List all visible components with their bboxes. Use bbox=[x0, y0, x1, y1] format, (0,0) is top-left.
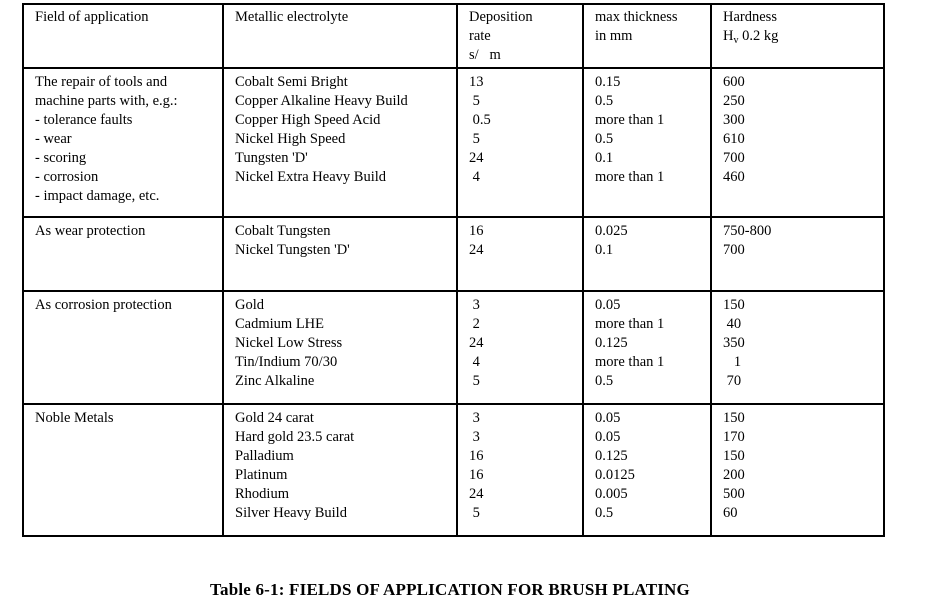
rate-value: 4 bbox=[469, 354, 480, 370]
electrolyte-name: Hard gold 23.5 carat bbox=[235, 429, 355, 445]
header-rate-line: Deposition bbox=[469, 9, 533, 25]
hardness-value: 700 bbox=[723, 242, 745, 258]
electrolyte-name: Nickel Low Stress bbox=[235, 335, 343, 351]
rate-value: 3 bbox=[469, 429, 480, 445]
header-row bbox=[23, 4, 884, 68]
rate-value: 4 bbox=[469, 169, 480, 185]
field-line: - scoring bbox=[35, 150, 87, 166]
field-cell bbox=[23, 291, 223, 404]
field-line: As corrosion protection bbox=[35, 297, 172, 313]
rate-value: 16 bbox=[469, 448, 484, 464]
hardness-value: 150 bbox=[723, 410, 745, 426]
thickness-value: 0.05 bbox=[595, 410, 621, 426]
hardness-cell bbox=[711, 217, 884, 291]
header-field bbox=[23, 4, 223, 68]
rate-value: 5 bbox=[469, 93, 480, 109]
rate-cell bbox=[457, 68, 583, 217]
hardness-value: 600 bbox=[723, 74, 745, 90]
thickness-value: 0.005 bbox=[595, 486, 628, 502]
thickness-cell bbox=[583, 68, 711, 217]
header-thickness bbox=[583, 4, 711, 68]
hardness-cell bbox=[711, 404, 884, 536]
rate-value: 24 bbox=[469, 150, 484, 166]
header-rate bbox=[457, 4, 583, 68]
electrolyte-name: Platinum bbox=[235, 467, 288, 483]
header-thickness-line: in mm bbox=[595, 28, 633, 44]
header-rate-line: rate bbox=[469, 28, 491, 44]
rate-value: 16 bbox=[469, 223, 484, 239]
electrolyte-cell bbox=[223, 217, 457, 291]
hardness-value: 200 bbox=[723, 467, 745, 483]
thickness-value: 0.1 bbox=[595, 150, 614, 166]
thickness-value: more than 1 bbox=[595, 354, 665, 370]
field-cell bbox=[23, 217, 223, 291]
hardness-value: 610 bbox=[723, 131, 745, 147]
electrolyte-name: Gold 24 carat bbox=[235, 410, 314, 426]
field-cell bbox=[23, 68, 223, 217]
header-field-label: Field of application bbox=[35, 9, 149, 25]
electrolyte-name: Silver Heavy Build bbox=[235, 505, 347, 521]
rate-value: 0.5 bbox=[469, 112, 491, 128]
hardness-value: 460 bbox=[723, 169, 745, 185]
hardness-value: 70 bbox=[723, 373, 742, 389]
electrolyte-name: Rhodium bbox=[235, 486, 289, 502]
hardness-value: 170 bbox=[723, 429, 745, 445]
hardness-value: 250 bbox=[723, 93, 745, 109]
thickness-value: 0.125 bbox=[595, 448, 628, 464]
electrolyte-name: Nickel Extra Heavy Build bbox=[235, 169, 386, 185]
field-line: As wear protection bbox=[35, 223, 146, 239]
thickness-value: more than 1 bbox=[595, 169, 665, 185]
thickness-value: 0.5 bbox=[595, 131, 614, 147]
thickness-value: 0.5 bbox=[595, 373, 614, 389]
header-hardness bbox=[711, 4, 884, 68]
header-rate-line: s/ m bbox=[469, 47, 501, 63]
electrolyte-name: Copper High Speed Acid bbox=[235, 112, 381, 128]
hardness-value: 150 bbox=[723, 448, 745, 464]
electrolyte-name: Palladium bbox=[235, 448, 294, 464]
brush-plating-table bbox=[22, 3, 885, 537]
electrolyte-name: Cadmium LHE bbox=[235, 316, 325, 332]
rate-cell bbox=[457, 404, 583, 536]
table-caption: Table 6-1: FIELDS OF APPLICATION FOR BRUSH PLATING bbox=[210, 580, 690, 599]
field-line: machine parts with, e.g.: bbox=[35, 93, 178, 109]
thickness-cell bbox=[583, 217, 711, 291]
electrolyte-name: Tin/Indium 70/30 bbox=[235, 354, 338, 370]
header-hardness-unit: $H_v$ 0.2 kg bbox=[723, 28, 779, 46]
header-electrolyte-label: Metallic electrolyte bbox=[235, 9, 349, 25]
field-line: - corrosion bbox=[35, 169, 99, 185]
thickness-value: 0.025 bbox=[595, 223, 628, 239]
field-line: - impact damage, etc. bbox=[35, 188, 160, 204]
thickness-value: 0.5 bbox=[595, 505, 614, 521]
rate-value: 5 bbox=[469, 131, 480, 147]
rate-value: 13 bbox=[469, 74, 484, 90]
thickness-value: 0.0125 bbox=[595, 467, 635, 483]
rate-value: 16 bbox=[469, 467, 484, 483]
hardness-value: 300 bbox=[723, 112, 745, 128]
thickness-cell bbox=[583, 291, 711, 404]
thickness-cell bbox=[583, 404, 711, 536]
header-electrolyte bbox=[223, 4, 457, 68]
rate-value: 5 bbox=[469, 373, 480, 389]
thickness-value: 0.5 bbox=[595, 93, 614, 109]
thickness-value: more than 1 bbox=[595, 112, 665, 128]
electrolyte-name: Cobalt Tungsten bbox=[235, 223, 331, 239]
rate-cell bbox=[457, 217, 583, 291]
field-line: Noble Metals bbox=[35, 410, 114, 426]
electrolyte-cell bbox=[223, 68, 457, 217]
hardness-value: 350 bbox=[723, 335, 745, 351]
electrolyte-name: Cobalt Semi Bright bbox=[235, 74, 348, 90]
rate-value: 24 bbox=[469, 335, 484, 351]
hardness-cell bbox=[711, 291, 884, 404]
hardness-value: 150 bbox=[723, 297, 745, 313]
field-cell bbox=[23, 404, 223, 536]
thickness-value: 0.1 bbox=[595, 242, 614, 258]
hardness-value: 1 bbox=[723, 354, 742, 370]
electrolyte-name: Tungsten 'D' bbox=[235, 150, 308, 166]
thickness-value: 0.05 bbox=[595, 297, 621, 313]
header-hardness-line: Hardness bbox=[723, 9, 777, 25]
thickness-value: 0.05 bbox=[595, 429, 621, 445]
field-line: - wear bbox=[35, 131, 72, 147]
thickness-value: more than 1 bbox=[595, 316, 665, 332]
hardness-value: 60 bbox=[723, 505, 738, 521]
rate-value: 2 bbox=[469, 316, 480, 332]
electrolyte-name: Nickel Tungsten 'D' bbox=[235, 242, 350, 258]
rate-value: 5 bbox=[469, 505, 480, 521]
rate-value: 3 bbox=[469, 297, 480, 313]
electrolyte-name: Copper Alkaline Heavy Build bbox=[235, 93, 408, 109]
rate-value: 24 bbox=[469, 242, 484, 258]
hardness-value: 40 bbox=[723, 316, 742, 332]
electrolyte-cell bbox=[223, 404, 457, 536]
field-line: - tolerance faults bbox=[35, 112, 133, 128]
rate-value: 24 bbox=[469, 486, 484, 502]
hardness-cell bbox=[711, 68, 884, 217]
thickness-value: 0.125 bbox=[595, 335, 628, 351]
hardness-value: 500 bbox=[723, 486, 745, 502]
hardness-value: 700 bbox=[723, 150, 745, 166]
rate-value: 3 bbox=[469, 410, 480, 426]
table-row bbox=[23, 68, 884, 217]
electrolyte-name: Nickel High Speed bbox=[235, 131, 346, 147]
electrolyte-cell bbox=[223, 291, 457, 404]
thickness-value: 0.15 bbox=[595, 74, 621, 90]
table-row bbox=[23, 291, 884, 404]
field-line: The repair of tools and bbox=[35, 74, 168, 90]
electrolyte-name: Gold bbox=[235, 297, 264, 313]
table-row bbox=[23, 404, 884, 536]
electrolyte-name: Zinc Alkaline bbox=[235, 373, 315, 389]
hardness-value: 750-800 bbox=[723, 223, 772, 239]
header-thickness-line: max thickness bbox=[595, 9, 678, 25]
rate-cell bbox=[457, 291, 583, 404]
table-row bbox=[23, 217, 884, 291]
